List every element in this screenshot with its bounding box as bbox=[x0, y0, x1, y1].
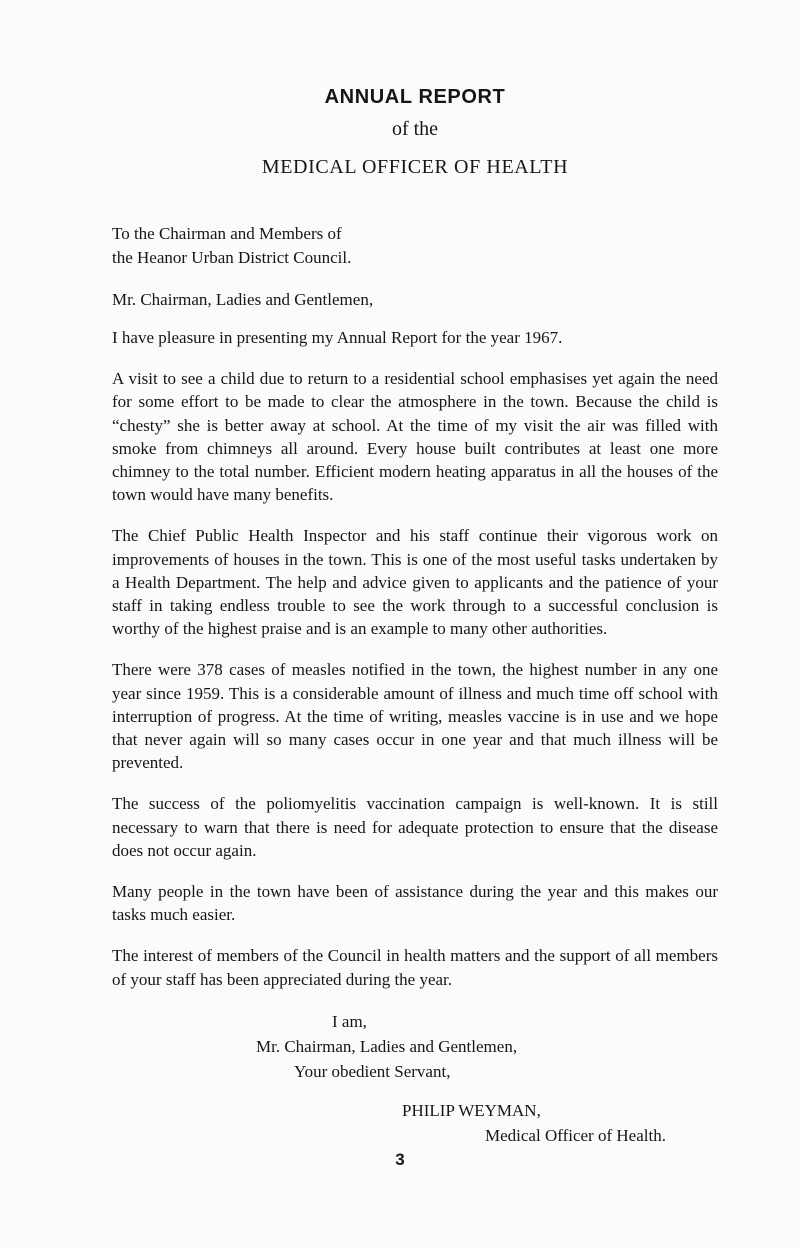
paragraph-clean-air: A visit to see a child due to return to a residential school emphasises yet again the need for some effort to be made to clear the atmosphere in the town. Because the child is “chesty” she is better away at school. At the time of my visit the air was filled with smoke from chimneys all around. Every house built contributes at least one more chimney to the total number. Efficient modern heating apparatus in all the houses of the town would have many benefits. bbox=[112, 369, 718, 505]
paragraph-polio: The success of the poliomyelitis vaccination campaign is well-known. It is still necessary to warn that there is need for adequate protection to ensure that the disease does not occur again. bbox=[112, 794, 718, 860]
addressee-line-1: To the Chairman and Members of bbox=[112, 224, 342, 243]
report-title: ANNUAL REPORT bbox=[324, 86, 506, 108]
closing-line-1: I am, bbox=[332, 1011, 367, 1031]
paragraph-measles: There were 378 cases of measles notified in the town, the highest number in any one year since 1959. This is a considerable amount of illness and much time off school with interruption of progress. At the time of writing, measles vaccine is in use and we hope that never again will so many cases occur in one year and that much illness will be prevented. bbox=[112, 660, 718, 773]
report-page bbox=[112, 80, 718, 1148]
report-subtitle: of the bbox=[391, 118, 439, 140]
signature-title: Medical Officer of Health. bbox=[485, 1125, 666, 1145]
paragraph-intro: I have pleasure in presenting my Annual Report for the year 1967. bbox=[112, 328, 563, 347]
addressee-line-2: the Heanor Urban District Council. bbox=[112, 248, 352, 267]
closing-line-3: Your obedient Servant, bbox=[294, 1061, 451, 1081]
report-office-heading: MEDICAL OFFICER OF HEALTH bbox=[261, 156, 569, 178]
salutation: Mr. Chairman, Ladies and Gentlemen, bbox=[112, 290, 374, 309]
paragraph-housing: The Chief Public Health Inspector and his staff continue their vigorous work on improvements of houses in the town. This is one of the most useful tasks undertaken by a Health Department. The help and advice given to applicants and the patience of your staff in taking endless trouble to see the work through to a successful conclusion is worthy of the highest praise and is an example to many other authorities. bbox=[112, 526, 718, 639]
closing-block bbox=[112, 1009, 718, 1148]
paragraph-assistance: Many people in the town have been of assistance during the year and this makes our tasks much easier. bbox=[112, 882, 718, 925]
addressee-block bbox=[112, 222, 718, 270]
paragraph-council: The interest of members of the Council in health matters and the support of all members of your staff has been appreciated during the year. bbox=[112, 946, 718, 989]
page-number: 3 bbox=[395, 1150, 405, 1169]
closing-line-2: Mr. Chairman, Ladies and Gentlemen, bbox=[256, 1036, 518, 1056]
signature-name: PHILIP WEYMAN, bbox=[402, 1100, 541, 1120]
